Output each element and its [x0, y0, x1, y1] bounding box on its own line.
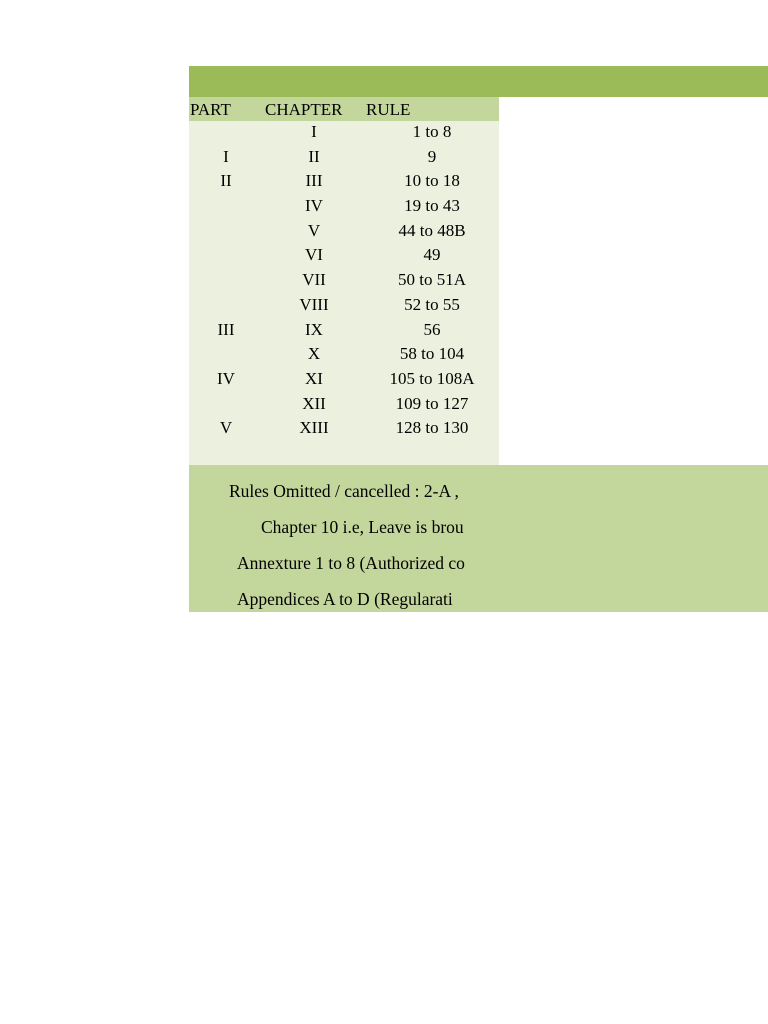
table-row [189, 368, 499, 393]
table-row [189, 220, 499, 245]
notes-clip [189, 465, 499, 612]
table-body [189, 121, 499, 442]
cell-part: II [220, 171, 232, 191]
table-header-row [189, 97, 499, 121]
cell-part: V [219, 418, 233, 438]
cell-rule: 128 to 130 [395, 418, 469, 438]
table-row [189, 146, 499, 171]
cell-chapter: VII [302, 270, 326, 290]
index-table [189, 97, 499, 465]
cell-chapter: II [308, 146, 320, 166]
cell-rule: 105 to 108A [389, 368, 475, 388]
note-annexture: Annexture 1 to 8 (Authorized co [237, 553, 465, 573]
cell-rule: 1 to 8 [412, 122, 452, 141]
cell-part: I [223, 146, 229, 166]
table-row [189, 417, 499, 442]
cell-chapter: III [305, 171, 323, 191]
table-row [189, 343, 499, 368]
cell-chapter: V [307, 220, 321, 240]
cell-chapter: I [311, 122, 317, 141]
cell-rule: 9 [427, 146, 437, 166]
table-row [189, 319, 499, 344]
header-rule: RULE [366, 100, 411, 119]
cell-chapter: VI [305, 245, 323, 265]
cell-part: IV [217, 368, 235, 388]
cell-rule: 44 to 48B [398, 220, 466, 240]
cell-chapter: VIII [299, 294, 329, 314]
note-appendices: Appendices A to D (Regularati [237, 589, 453, 609]
cell-part: III [217, 319, 235, 339]
note-omitted-rules: Rules Omitted / cancelled : 2-A , [229, 481, 459, 501]
title-bar [189, 66, 768, 97]
cell-rule: 10 to 18 [404, 171, 460, 191]
table-row [189, 294, 499, 319]
cell-chapter: X [307, 344, 321, 364]
cell-chapter: XIII [299, 418, 329, 438]
cell-rule: 19 to 43 [404, 196, 460, 216]
table-row [189, 244, 499, 269]
table-row [189, 121, 499, 146]
table-row [189, 393, 499, 418]
header-part: PART [190, 100, 231, 119]
cell-chapter: XII [302, 393, 326, 413]
table-row [189, 269, 499, 294]
table-row [189, 195, 499, 220]
header-chapter: CHAPTER [265, 100, 343, 119]
cell-rule: 56 [423, 319, 441, 339]
notes-panel [189, 465, 768, 612]
cell-rule: 109 to 127 [395, 393, 469, 413]
cell-rule: 50 to 51A [398, 270, 466, 290]
cell-rule: 52 to 55 [404, 294, 460, 314]
table-row [189, 170, 499, 195]
cell-rule: 49 [423, 245, 441, 265]
cell-chapter: IV [305, 196, 323, 216]
cell-rule: 58 to 104 [399, 344, 465, 364]
note-leave-chapter: Chapter 10 i.e, Leave is brou [261, 517, 464, 537]
cell-chapter: IX [305, 319, 323, 339]
cell-chapter: XI [305, 368, 323, 388]
